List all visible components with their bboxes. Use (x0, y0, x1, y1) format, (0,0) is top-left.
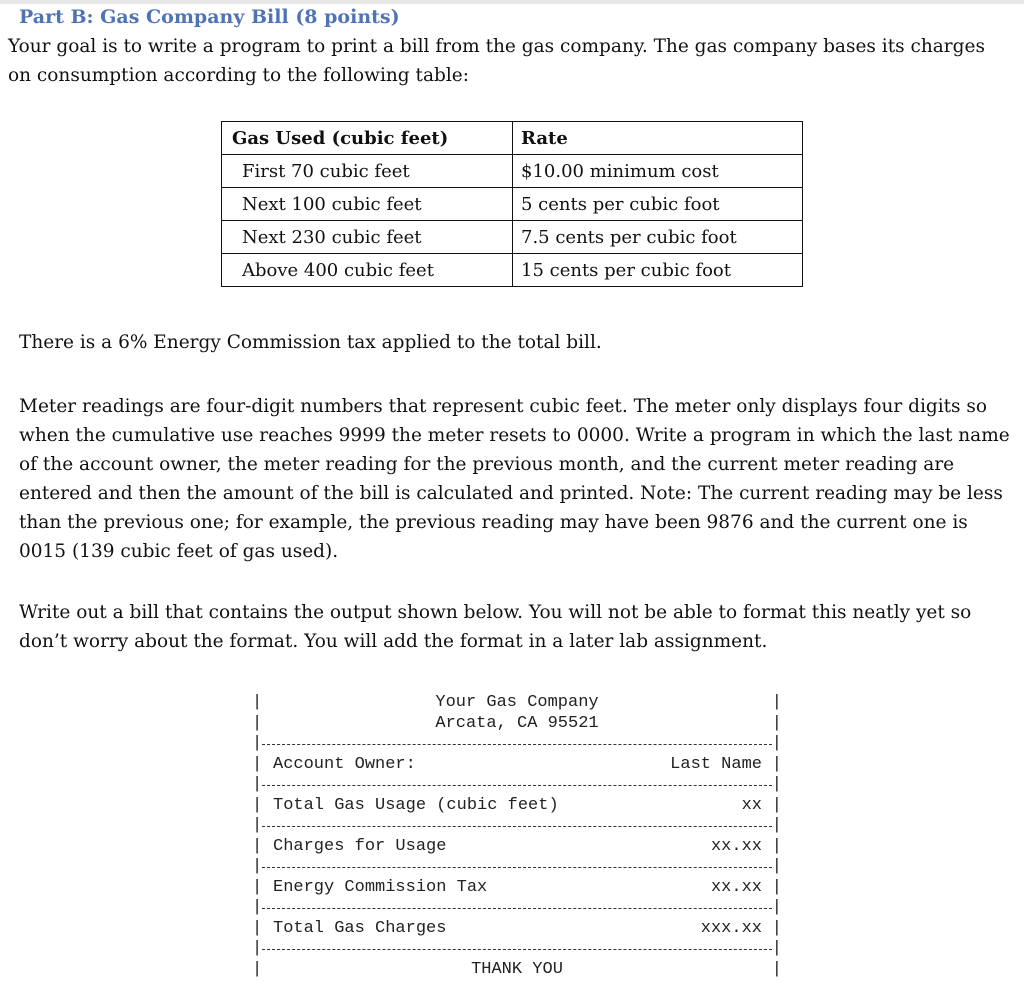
bill-label: Charges for Usage (273, 836, 447, 856)
rate-table (221, 121, 803, 287)
bill-label: Total Gas Usage (cubic feet) (273, 795, 559, 815)
rate-cell: 15 cents per cubic foot (513, 254, 803, 287)
bill-label: Account Owner: (273, 754, 416, 774)
bill-row-total-usage: | Total Gas Usage (cubic feet) xx | (252, 795, 782, 815)
top-divider (0, 0, 1024, 4)
company-name: Your Gas Company (435, 693, 599, 712)
gas-used-cell: Above 400 cubic feet (222, 254, 513, 287)
bill-row-charges: | Charges for Usage xx.xx | (252, 836, 782, 856)
gas-used-cell: First 70 cubic feet (222, 155, 513, 188)
bill-separator: | | (252, 898, 782, 917)
sample-bill (252, 693, 782, 980)
table-row (222, 221, 803, 254)
bill-address-line: | Arcata, CA 95521 | (252, 713, 782, 733)
bill-label: Energy Commission Tax (273, 877, 488, 897)
bill-value: xx.xx (710, 836, 762, 856)
rate-cell: 5 cents per cubic foot (513, 188, 803, 221)
bill-separator: | | (252, 816, 782, 835)
bill-separator: | | (252, 857, 782, 876)
bill-label: Total Gas Charges (273, 918, 447, 938)
tax-note: There is a 6% Energy Commission tax applied to the total bill. (19, 332, 602, 353)
bill-separator: | | (252, 734, 782, 753)
intro-paragraph: Your goal is to write a program to print a bill from the gas company. The gas company bases its charges on consumption according to the following table: (8, 36, 985, 86)
table-row (222, 188, 803, 221)
write-bill-paragraph: Write out a bill that contains the output shown below. You will not be able to format this neatly yet so don’t worry about the format. You will add the format in a later lab assignment. (19, 602, 972, 652)
rate-cell: 7.5 cents per cubic foot (513, 221, 803, 254)
bill-value: xx (741, 795, 762, 815)
bill-row-account-owner: | Account Owner: Last Name | (252, 754, 782, 774)
bill-row-tax: | Energy Commission Tax xx.xx | (252, 877, 782, 897)
bill-separator: | | (252, 775, 782, 794)
rate-cell: $10.00 minimum cost (513, 155, 803, 188)
table-row (222, 155, 803, 188)
bill-company-line: | Your Gas Company | (252, 693, 782, 712)
bill-footer: THANK YOU (471, 959, 563, 979)
section-heading: Part B: Gas Company Bill (8 points) (19, 6, 400, 28)
gas-used-cell: Next 100 cubic feet (222, 188, 513, 221)
bill-value: xx.xx (710, 877, 762, 897)
meter-paragraph: Meter readings are four-digit numbers that represent cubic feet. The meter only displays four digits so when the cumulative use reaches 9999 the meter resets to 0000. Write a program in which the last name of the account owner, the meter reading for the previous month, and the current meter reading are entered and then the amount of the bill is calculated and printed. Note: The current reading may be less than the previous one; for example, the previous reading may have been 9876 and the current one is 0015 (139 cubic feet of gas used). (19, 396, 1010, 562)
bill-value: xxx.xx (700, 918, 762, 938)
company-address: Arcata, CA 95521 (435, 713, 599, 733)
bill-value: Last Name (670, 754, 762, 774)
table-row (222, 254, 803, 287)
bill-footer-line: | THANK YOU | (252, 959, 782, 979)
bill-separator: | | (252, 939, 782, 958)
rate-table-header-row (222, 122, 803, 155)
header-rate: Rate (513, 122, 803, 155)
gas-used-cell: Next 230 cubic feet (222, 221, 513, 254)
header-gas-used: Gas Used (cubic feet) (222, 122, 513, 155)
bill-row-total-charges: | Total Gas Charges xxx.xx | (252, 918, 782, 938)
